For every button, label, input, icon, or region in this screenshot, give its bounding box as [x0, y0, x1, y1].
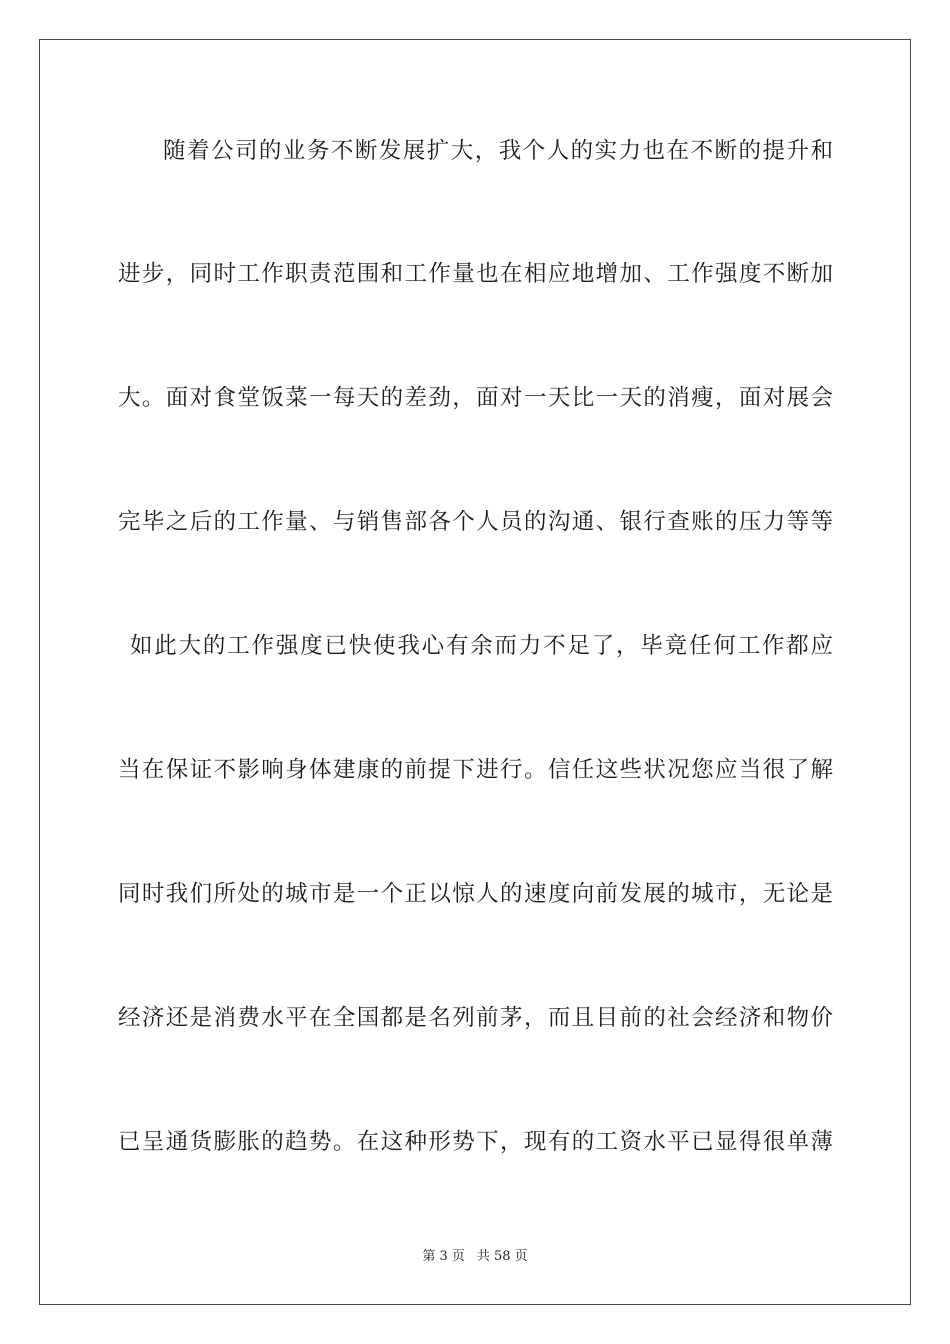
- text-line-5: 如此大的工作强度已快使我心有余而力不足了，毕竟任何工作都应: [130, 633, 833, 659]
- text-line-2: 进步，同时工作职责范围和工作量也在相应地增加、工作强度不断加: [118, 261, 833, 287]
- text-line-1: 随着公司的业务不断发展扩大，我个人的实力也在不断的提升和: [163, 138, 833, 164]
- text-line-3: 大。面对食堂饭菜一每天的差劲，面对一天比一天的消瘦，面对展会: [118, 385, 833, 411]
- text-line-6: 当在保证不影响身体建康的前提下进行。信任这些状况您应当很了解: [118, 757, 833, 783]
- text-line-7: 同时我们所处的城市是一个正以惊人的速度向前发展的城市，无论是: [118, 881, 833, 907]
- text-line-8: 经济还是消费水平在全国都是名列前茅，而且目前的社会经济和物价: [118, 1005, 833, 1031]
- page-total: 共 58 页: [476, 1249, 528, 1264]
- text-line-4: 完毕之后的工作量、与销售部各个人员的沟通、银行查账的压力等等: [118, 509, 833, 535]
- page-footer: [0, 1248, 950, 1266]
- text-line-9: 已呈通货膨胀的趋势。在这种形势下，现有的工资水平已显得很单薄: [118, 1129, 833, 1155]
- page-frame: [39, 39, 911, 1305]
- page-number: 第 3 页: [422, 1249, 465, 1264]
